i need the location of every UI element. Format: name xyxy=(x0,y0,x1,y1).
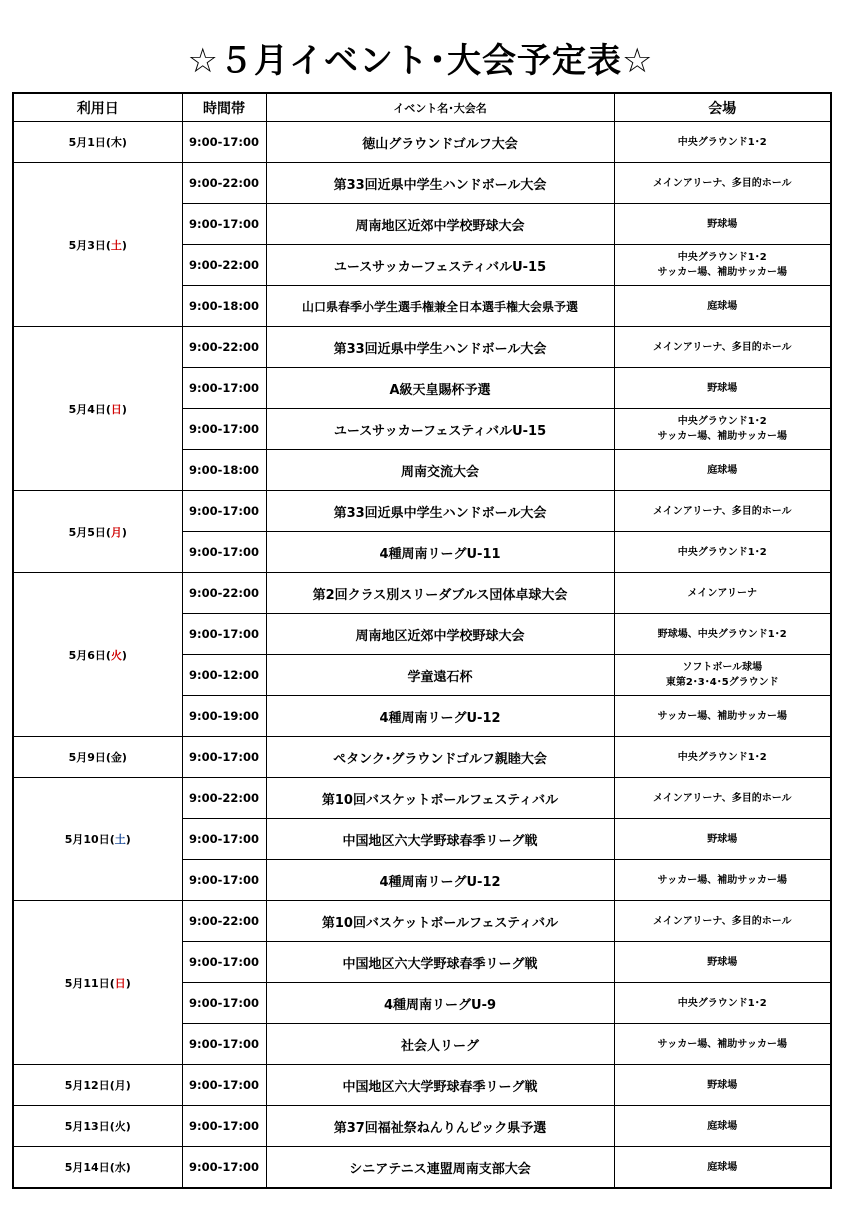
schedule-body xyxy=(13,122,831,1189)
table-header-row xyxy=(13,93,831,122)
table-row xyxy=(13,491,831,532)
weekday-text: 月 xyxy=(110,525,122,539)
date-text: 5月10日( xyxy=(64,833,115,846)
time-cell: 9:00-17:00 xyxy=(182,491,266,532)
table-row xyxy=(13,1065,831,1106)
venue-cell xyxy=(614,737,831,778)
venue-line: メインアリーナ、多目的ホール xyxy=(653,792,792,804)
event-cell: ペタンク･グラウンドゴルフ親睦大会 xyxy=(266,737,614,778)
venue-cell xyxy=(614,1106,831,1147)
venue-cell xyxy=(614,983,831,1024)
venue-cell xyxy=(614,1147,831,1189)
event-cell: 4種周南リーグU-11 xyxy=(266,532,614,573)
time-cell: 9:00-17:00 xyxy=(182,819,266,860)
venue-line: メインアリーナ、多目的ホール xyxy=(653,505,792,517)
table-row xyxy=(13,573,831,614)
event-cell: A級天皇賜杯予選 xyxy=(266,368,614,409)
venue-line: 庭球場 xyxy=(707,1120,738,1132)
venue-line: 中央グラウンド1･2 xyxy=(677,252,767,263)
weekday-text: 火 xyxy=(114,1120,126,1133)
date-close-paren: ) xyxy=(121,525,127,539)
time-cell: 9:00-17:00 xyxy=(182,1065,266,1106)
date-close-paren: ) xyxy=(121,136,127,149)
weekday-text: 火 xyxy=(110,648,122,662)
event-cell: 4種周南リーグU-12 xyxy=(266,696,614,737)
venue-cell xyxy=(614,245,831,286)
time-cell: 9:00-22:00 xyxy=(182,573,266,614)
event-cell: 徳山グラウンドゴルフ大会 xyxy=(266,122,614,163)
event-cell: 中国地区六大学野球春季リーグ戦 xyxy=(266,942,614,983)
event-cell: 学童遠石杯 xyxy=(266,655,614,696)
time-cell: 9:00-17:00 xyxy=(182,368,266,409)
date-text: 5月12日( xyxy=(64,1079,115,1092)
time-cell: 9:00-17:00 xyxy=(182,532,266,573)
venue-line: 野球場 xyxy=(707,218,738,230)
event-cell: 第10回バスケットボールフェスティバル xyxy=(266,901,614,942)
time-cell: 9:00-12:00 xyxy=(182,655,266,696)
date-text: 5月13日( xyxy=(64,1120,115,1133)
venue-line: メインアリーナ、多目的ホール xyxy=(653,177,792,189)
table-row xyxy=(13,122,831,163)
date-text: 5月11日( xyxy=(64,976,115,990)
event-cell: 4種周南リーグU-12 xyxy=(266,860,614,901)
venue-cell xyxy=(614,532,831,573)
event-schedule-table xyxy=(12,92,832,1189)
event-cell: 周南交流大会 xyxy=(266,450,614,491)
venue-cell xyxy=(614,409,831,450)
venue-cell xyxy=(614,491,831,532)
venue-line: 中央グラウンド1･2 xyxy=(677,751,767,763)
time-cell: 9:00-17:00 xyxy=(182,1024,266,1065)
venue-cell xyxy=(614,368,831,409)
venue-line: 野球場 xyxy=(707,382,738,394)
date-cell xyxy=(13,778,182,901)
event-cell: 中国地区六大学野球春季リーグ戦 xyxy=(266,1065,614,1106)
date-cell xyxy=(13,1147,182,1189)
time-cell: 9:00-17:00 xyxy=(182,204,266,245)
weekday-text: 土 xyxy=(114,833,126,846)
weekday-text: 水 xyxy=(114,1161,126,1174)
time-cell: 9:00-18:00 xyxy=(182,286,266,327)
date-text: 5月4日( xyxy=(68,402,111,416)
date-close-paren: ) xyxy=(125,1161,131,1174)
event-cell: ユースサッカーフェスティバルU-15 xyxy=(266,245,614,286)
time-cell: 9:00-17:00 xyxy=(182,860,266,901)
table-row xyxy=(13,1106,831,1147)
time-cell: 9:00-17:00 xyxy=(182,737,266,778)
event-cell: 第2回クラス別スリーダブルス団体卓球大会 xyxy=(266,573,614,614)
venue-cell xyxy=(614,327,831,368)
date-cell xyxy=(13,737,182,778)
date-close-paren: ) xyxy=(125,1079,131,1092)
venue-cell xyxy=(614,1065,831,1106)
weekday-text: 木 xyxy=(110,136,122,149)
time-cell: 9:00-17:00 xyxy=(182,409,266,450)
date-cell xyxy=(13,1106,182,1147)
venue-line: 東第2･3･4･5グラウンド xyxy=(665,677,779,688)
date-close-paren: ) xyxy=(121,402,127,416)
venue-cell xyxy=(614,122,831,163)
event-cell: 第10回バスケットボールフェスティバル xyxy=(266,778,614,819)
venue-cell xyxy=(614,614,831,655)
header-venue: 会場 xyxy=(614,93,831,122)
venue-line: メインアリーナ、多目的ホール xyxy=(653,341,792,353)
table-row xyxy=(13,1147,831,1189)
venue-line: 庭球場 xyxy=(707,1161,738,1173)
time-cell: 9:00-17:00 xyxy=(182,1106,266,1147)
event-cell: 中国地区六大学野球春季リーグ戦 xyxy=(266,819,614,860)
date-cell xyxy=(13,327,182,491)
time-cell: 9:00-17:00 xyxy=(182,942,266,983)
venue-line: 中央グラウンド1･2 xyxy=(677,136,767,148)
date-cell xyxy=(13,573,182,737)
table-row xyxy=(13,737,831,778)
header-time: 時間帯 xyxy=(182,93,266,122)
event-cell: ユースサッカーフェスティバルU-15 xyxy=(266,409,614,450)
event-cell: 4種周南リーグU-9 xyxy=(266,983,614,1024)
date-text: 5月6日( xyxy=(68,648,111,662)
venue-line: サッカー場、補助サッカー場 xyxy=(657,874,788,886)
date-text: 5月1日( xyxy=(68,136,111,149)
venue-cell xyxy=(614,655,831,696)
weekday-text: 月 xyxy=(114,1079,126,1092)
event-cell: 第33回近県中学生ハンドボール大会 xyxy=(266,163,614,204)
event-cell: 社会人リーグ xyxy=(266,1024,614,1065)
venue-line: ソフトボール球場 xyxy=(682,662,763,673)
event-cell: 山口県春季小学生選手権兼全日本選手権大会県予選 xyxy=(266,286,614,327)
venue-line: サッカー場、補助サッカー場 xyxy=(657,431,788,442)
venue-cell xyxy=(614,901,831,942)
weekday-text: 金 xyxy=(110,751,122,764)
venue-cell xyxy=(614,1024,831,1065)
page-title: ☆５月イベント･大会予定表☆ xyxy=(187,41,654,81)
time-cell: 9:00-18:00 xyxy=(182,450,266,491)
weekday-text: 日 xyxy=(110,402,122,416)
venue-cell xyxy=(614,163,831,204)
time-cell: 9:00-22:00 xyxy=(182,245,266,286)
time-cell: 9:00-22:00 xyxy=(182,327,266,368)
date-close-paren: ) xyxy=(125,1120,131,1133)
venue-cell xyxy=(614,573,831,614)
time-cell: 9:00-22:00 xyxy=(182,778,266,819)
time-cell: 9:00-22:00 xyxy=(182,163,266,204)
date-text: 5月9日( xyxy=(68,751,111,764)
venue-cell xyxy=(614,778,831,819)
header-event: イベント名･大会名 xyxy=(266,93,614,122)
header-date: 利用日 xyxy=(13,93,182,122)
venue-cell xyxy=(614,860,831,901)
venue-line: 野球場 xyxy=(707,956,738,968)
date-cell xyxy=(13,163,182,327)
event-cell: 第37回福祉祭ねんりんピック県予選 xyxy=(266,1106,614,1147)
time-cell: 9:00-17:00 xyxy=(182,614,266,655)
venue-line: 中央グラウンド1･2 xyxy=(677,546,767,558)
date-close-paren: ) xyxy=(121,648,127,662)
table-row xyxy=(13,778,831,819)
time-cell: 9:00-17:00 xyxy=(182,983,266,1024)
venue-line: 野球場 xyxy=(707,833,738,845)
date-cell xyxy=(13,1065,182,1106)
date-close-paren: ) xyxy=(121,751,127,764)
venue-cell xyxy=(614,819,831,860)
venue-cell xyxy=(614,204,831,245)
venue-line: メインアリーナ xyxy=(687,587,757,599)
venue-line: メインアリーナ、多目的ホール xyxy=(653,915,792,927)
date-text: 5月3日( xyxy=(68,238,111,252)
venue-line: サッカー場、補助サッカー場 xyxy=(657,267,788,278)
venue-line: サッカー場、補助サッカー場 xyxy=(657,710,788,722)
date-text: 5月14日( xyxy=(64,1161,115,1174)
date-cell xyxy=(13,122,182,163)
date-text: 5月5日( xyxy=(68,525,111,539)
table-row xyxy=(13,901,831,942)
venue-line: サッカー場、補助サッカー場 xyxy=(657,1038,788,1050)
event-cell: 第33回近県中学生ハンドボール大会 xyxy=(266,491,614,532)
date-close-paren: ) xyxy=(125,976,131,990)
time-cell: 9:00-19:00 xyxy=(182,696,266,737)
table-row xyxy=(13,327,831,368)
venue-cell xyxy=(614,942,831,983)
date-cell xyxy=(13,491,182,573)
venue-line: 中央グラウンド1･2 xyxy=(677,997,767,1009)
venue-line: 野球場、中央グラウンド1･2 xyxy=(657,628,787,640)
weekday-text: 日 xyxy=(114,976,126,990)
date-close-paren: ) xyxy=(125,833,131,846)
date-close-paren: ) xyxy=(121,238,127,252)
weekday-text: 土 xyxy=(110,238,122,252)
time-cell: 9:00-17:00 xyxy=(182,122,266,163)
event-cell: シニアテニス連盟周南支部大会 xyxy=(266,1147,614,1189)
table-row xyxy=(13,163,831,204)
event-cell: 第33回近県中学生ハンドボール大会 xyxy=(266,327,614,368)
venue-line: 中央グラウンド1･2 xyxy=(677,416,767,427)
date-cell xyxy=(13,901,182,1065)
venue-line: 庭球場 xyxy=(707,300,738,312)
venue-cell xyxy=(614,696,831,737)
event-cell: 周南地区近郊中学校野球大会 xyxy=(266,614,614,655)
venue-cell xyxy=(614,286,831,327)
event-cell: 周南地区近郊中学校野球大会 xyxy=(266,204,614,245)
venue-line: 庭球場 xyxy=(707,464,738,476)
venue-cell xyxy=(614,450,831,491)
time-cell: 9:00-17:00 xyxy=(182,1147,266,1189)
venue-line: 野球場 xyxy=(707,1079,738,1091)
time-cell: 9:00-22:00 xyxy=(182,901,266,942)
